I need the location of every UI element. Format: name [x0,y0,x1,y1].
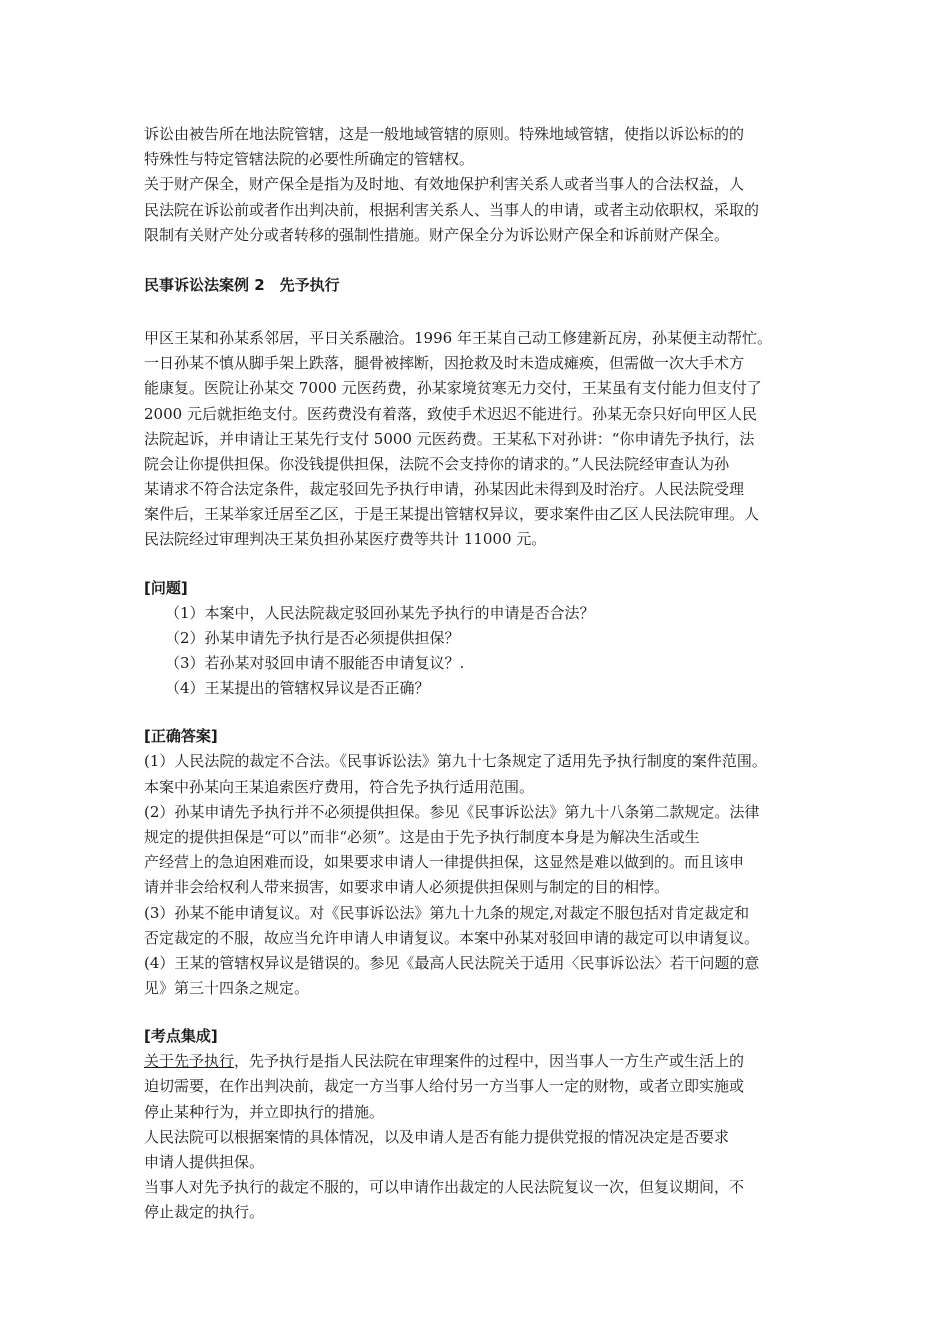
text-line: (2）孙某申请先予执行并不必须提供担保。参见《民事诉讼法》第九十八条第二款规定。法律 [144,802,760,821]
intro-section [144,122,824,248]
case-section [144,326,824,553]
document-page [144,122,824,1226]
text-line: (4）王某的管辖权异议是错误的。参见《最高人民法院关于适用〈民事诉讼法〉若干问题的意 [144,953,760,972]
text-line: 诉讼由被告所在地法院管辖，这是一般地域管辖的原则。特殊地域管辖，使指以诉讼标的的 [144,125,745,143]
case-title: 民事诉讼法案例 2 先予执行 [144,275,340,294]
text-line: 2000 元后就拒绝支付。医药费没有着落，致使手术迟迟不能进行。孙某无奈只好向甲区人民 [144,404,757,423]
text-line: 限制有关财产处分或者转移的强制性措施。财产保全分为诉讼财产保全和诉前财产保全。 [144,225,730,244]
text-line: 申请人提供担保。 [144,1153,265,1171]
answers-heading: [正确答案] [144,727,218,746]
text-line: 关于财产保全，财产保全是指为及时地、有效地保护利害关系人或者当事人的合法权益，人 [144,175,745,194]
text-line: 本案中孙某向王某追索医疗费用，符合先予执行适用范围。 [144,777,535,796]
question-item: （1）本案中，人民法院裁定驳回孙某先予执行的申请是否合法？ [165,603,595,622]
text-line: (1）人民法院的裁定不合法。《民事诉讼法》第九十七条规定了适用先予执行制度的案件范围。 [144,752,767,771]
text-line: 能康复。医院让孙某交 7000 元医药费，孙某家境贫寒无力交付，王某虽有支付能力但支付了 [144,379,762,398]
text-line: 停止裁定的执行。 [144,1203,265,1222]
text-line: 请并非会给权利人带来损害，如要求申请人必须提供担保则与制定的目的相悖。 [144,878,670,897]
text-line: 人民法院可以根据案情的具体情况，以及申请人是否有能力提供党报的情况决定是否要求 [144,1127,730,1146]
key-points-section [144,1049,824,1225]
text-line: 民法院在诉讼前或者作出判决前，根据利害关系人、当事人的申请，或者主动依职权，采取的 [144,200,760,219]
text-line: 法院起诉，并申请让王某先行支付 5000 元医药费。王某私下对孙讲：“你申请先予执行，法 [144,429,755,448]
text-line: 见》第三十四条之规定。 [144,979,310,998]
text-line: 迫切需要，在作出判决前，裁定一方当事人给付另一方当事人一定的财物，或者立即实施或 [144,1077,745,1096]
text-line: 某请求不符合法定条件，裁定驳回先予执行申请，孙某因此未得到及时治疗。人民法院受理 [144,480,745,499]
text-line [144,1049,824,1074]
text-line: 民法院经过审理判决王某负担孙某医疗费等共计 11000 元。 [144,530,547,549]
text-fragment: ，先予执行是指人民法院在审理案件的过程中，因当事人一方生产或生活上的 [234,1052,745,1071]
answers-section [144,749,824,1001]
text-line: 规定的提供担保是“可以”而非“必须”。这是由于先予执行制度本身是为解决生活或生 [144,827,700,846]
question-item: （3）若孙某对驳回申请不服能否申请复议？. [165,654,465,672]
text-line: (3）孙某不能申请复议。对《民事诉讼法》第九十九条的规定,对裁定不服包括对肯定裁定和 [144,903,750,922]
text-line: 一日孙某不慎从脚手架上跌落，腿骨被摔断，因抢救及时未造成瘫痪，但需做一次大手术方 [144,354,745,373]
question-item: （4）王某提出的管辖权异议是否正确？ [165,679,430,698]
text-line: 停止某种行为，并立即执行的措施。 [144,1102,385,1121]
key-points-heading: [考点集成] [144,1027,218,1046]
text-line: 产经营上的急迫困难而设，如果要求申请人一律提供担保，这显然是难以做到的。而且该申 [144,853,745,872]
text-line: 甲区王某和孙某系邻居，平日关系融洽。1996 年王某自己动工修建新瓦房，孙某便主动帮忙。 [144,328,772,347]
text-line: 院会让你提供担保。你没钱提供担保，法院不会支持你的请求的。”人民法院经审查认为孙 [144,454,730,473]
text-line: 否定裁定的不服，故应当允许申请人申请复议。本案中孙某对驳回申请的裁定可以申请复议。 [144,928,760,947]
questions-list [144,601,824,702]
text-line: 特殊性与特定管辖法院的必要性所确定的管辖权。 [144,150,475,169]
link-advance-execution[interactable]: 关于先予执行 [144,1052,235,1071]
question-item: （2）孙某申请先予执行是否必须提供担保？ [165,628,460,647]
questions-heading: [问题] [144,578,188,597]
text-line: 当事人对先予执行的裁定不服的，可以申请作出裁定的人民法院复议一次，但复议期间，不 [144,1178,745,1197]
text-line: 案件后，王某举家迁居至乙区，于是王某提出管辖权异议，要求案件由乙区人民法院审理。人 [144,505,760,524]
